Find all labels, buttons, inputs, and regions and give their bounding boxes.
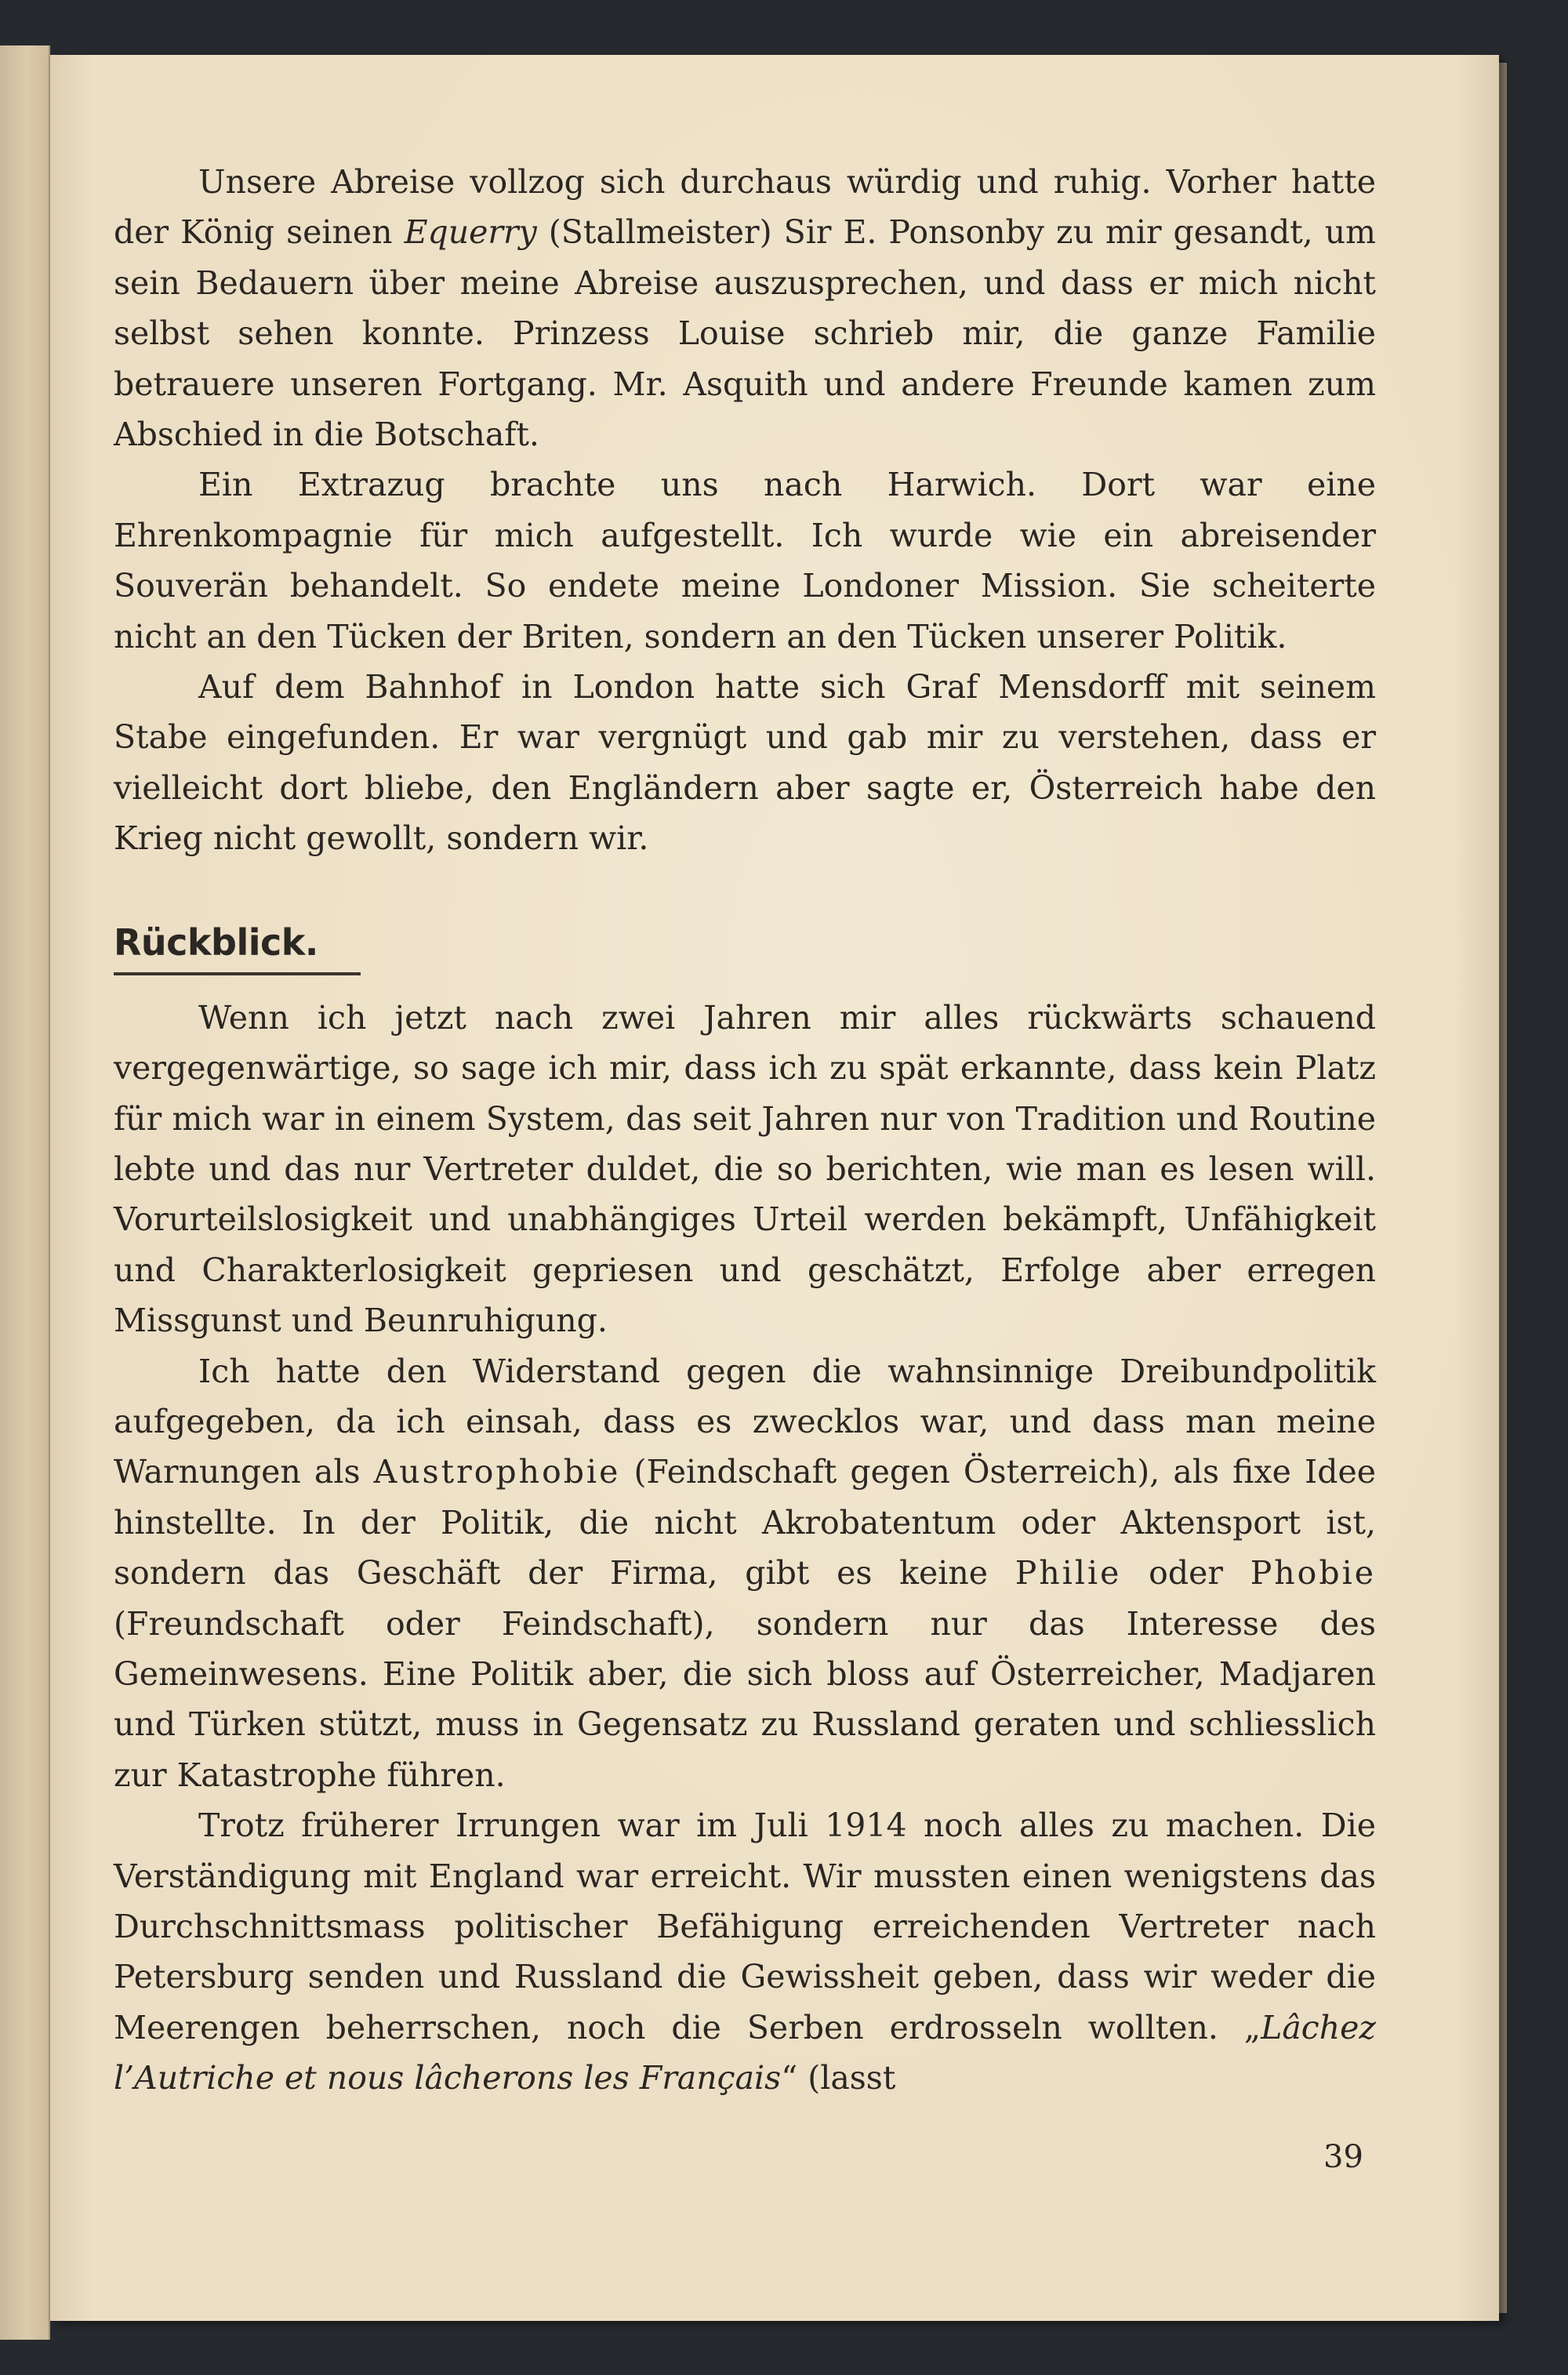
page-text [114,157,1376,2104]
text-run: (Stallmeister) Sir E. Ponsonby zu mir gesandt, um sein Bedauern über meine Abreise auszusprechen, und dass er mich nicht selbst sehen konnte. Prinzess Louise schrieb mir, die ganze Familie betrauere unseren Fortgang. Mr. Asquith und andere Freunde kamen zum Abschied in die Botschaft. [114,213,1376,454]
spaced-emphasis-text: Phobie [1250,1554,1376,1592]
heading-underline [114,972,361,975]
text-run: Trotz früherer Irrungen war im Juli 1914 noch alles zu machen. Die Verständigung mit England war erreicht. Wir mussten einen wenigstens das Durchschnittsmass politischer Befähigung erreichenden Vertreter nach Petersburg senden und Russland die Gewissheit geben, dass wir weder die Meerengen beherrschen, noch die Serben erdrosseln wollten. „ [114,1807,1376,2046]
page-stack-edge [1499,63,1507,2313]
text-run: oder [1121,1554,1250,1592]
text-run: Ich hatte den Widerstand gegen die wahnsinnige Dreibundpolitik aufgegeben, da ich einsah, dass es zwecklos war, und dass man meine Warnungen als [114,1352,1376,1491]
text-run: (Feindschaft gegen Österreich), als fixe Idee hinstellte. In der Politik, die nicht Akrobatentum oder Aktensport ist, sondern das Geschäft der Firma, gibt es keine [114,1453,1376,1592]
text-run: (Freundschaft oder Feindschaft), sondern nur das Interesse des Gemeinwesens. Eine Politik aber, die sich bloss auf Österreicher, Madjaren und Türken stützt, muss in Gegensatz zu Russland geraten und schliesslich zur Katastrophe führen. [114,1604,1376,1794]
page-number: 39 [1323,2139,1363,2175]
paragraph [114,1346,1376,1801]
paragraph [114,993,1376,1346]
text-run: Wenn ich jetzt nach zwei Jahren mir alles rückwärts schauend vergegenwärtige, so sage ich mir, dass ich zu spät erkannte, dass kein Platz für mich war in einem System, das seit Jahren nur von Tradition und Routine lebte und das nur Vertreter duldet, die so berichten, wie man es lesen will. Vorurteilslosigkeit und unabhängiges Urteil werden bekämpft, Unfähigkeit und Charakterlosigkeit gepriesen und geschätzt, Erfolge aber erregen Missgunst und Beunruhigung. [114,998,1376,1340]
section-after-heading [114,993,1376,2104]
spaced-emphasis-text: Austrophobie [373,1453,621,1491]
facing-page-edge [0,45,50,2340]
section-heading: Rückblick. [114,921,318,964]
text-run: Auf dem Bahnhof in London hatte sich Graf Mensdorff mit seinem Stabe eingefunden. Er war vergnügt und gab mir zu verstehen, dass er vielleicht dort bliebe, den Engländern aber sagte er, Österreich habe den Krieg nicht gewollt, sondern wir. [114,668,1376,858]
paragraph [114,157,1376,459]
text-run: Unsere Abreise vollzog sich durchaus würdig und ruhig. Vorher hatte der König seinen [114,163,1376,252]
italic-text: Equerry [404,213,537,252]
text-run: “ (lasst [781,2059,896,2097]
paragraph [114,662,1376,864]
section-before-heading [114,157,1376,864]
spaced-emphasis-text: Philie [1014,1554,1122,1592]
paragraph [114,1800,1376,2103]
text-run: Ein Extrazug brachte uns nach Harwich. Dort war eine Ehrenkompagnie für mich aufgestellt. Ich wurde wie ein abreisender Souverän behandelt. So endete meine Londoner Mission. Sie scheiterte nicht an den Tücken der Briten, sondern an den Tücken unserer Politik. [114,466,1376,655]
paragraph [114,459,1376,662]
section-heading-wrap [114,919,1376,975]
italic-text: Lâchez l’Autriche et nous lâcherons les Français [114,2008,1376,2097]
